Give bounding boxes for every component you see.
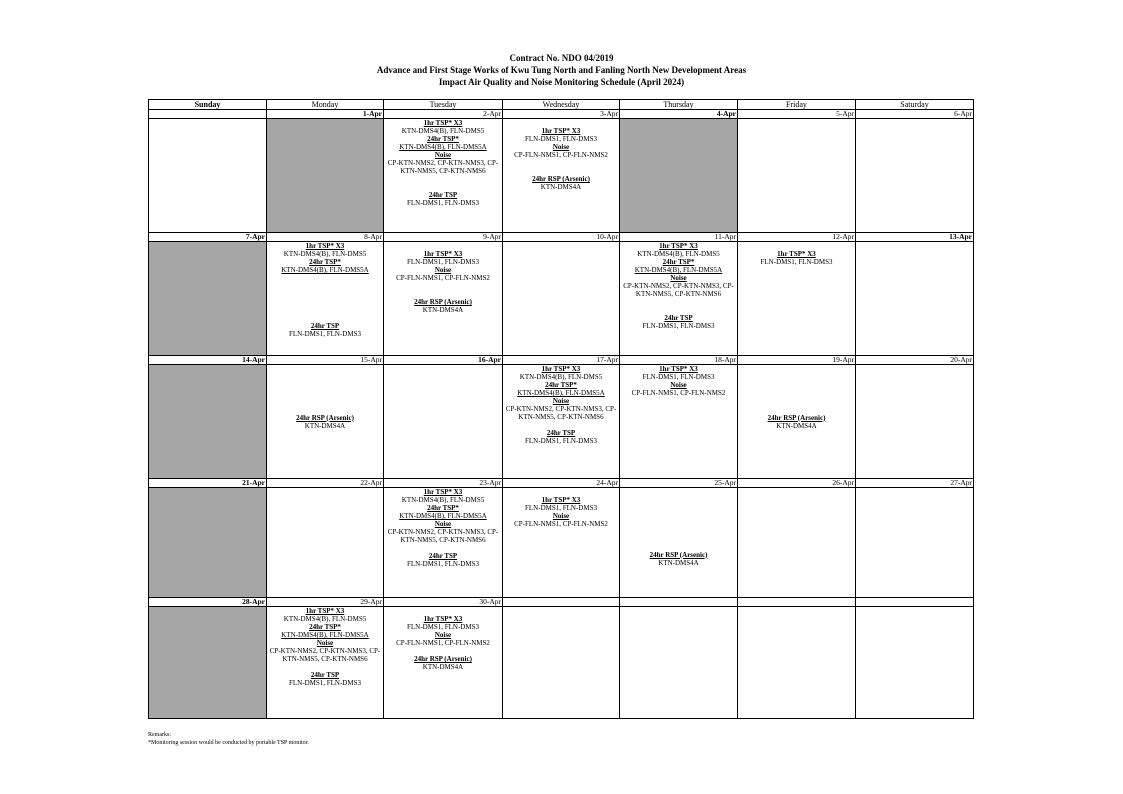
day-cell [384,488,503,598]
date-cell: 9-Apr [384,233,503,242]
entry-stations: KTN-DMS4(B), FLN-DMS5 [283,615,367,623]
date-cell: 29-Apr [267,598,384,607]
date-cell: 4-Apr [620,110,738,119]
day-cell [149,119,267,233]
document-header [0,52,1123,88]
week-5-date-row [149,598,974,607]
day-cell [856,607,974,719]
entry-heading: Noise [316,639,334,647]
entry-heading: 1hr TSP* X3 [423,250,463,258]
entry-heading: 1hr TSP* X3 [305,607,345,615]
date-cell: 23-Apr [384,479,503,488]
entry-stations: FLN-DMS1, FLN-DMS3 [407,199,479,207]
entry-stations: FLN-DMS1, FLN-DMS3 [525,135,597,143]
entry-heading: 24hr TSP* [309,258,341,266]
entry-heading: Noise [552,397,570,405]
day-cell-holiday [620,119,738,233]
date-cell: 16-Apr [384,356,503,365]
entry-stations: KTN-DMS4A [776,421,817,430]
entry-heading: Noise [434,631,452,639]
week-3-date-row [149,356,974,365]
entry-stations: FLN-DMS1, FLN-DMS3 [289,679,361,687]
date-cell: 24-Apr [503,479,620,488]
week-4-content-row [149,488,974,598]
entry-stations: KTN-DMS4A [540,183,582,191]
entry-heading: 24hr TSP* [545,381,577,389]
entry-heading: 24hr RSP (Arsenic) [649,550,708,559]
day-header-friday: Friday [738,100,856,110]
day-cell-holiday [267,119,384,233]
entry-stations: CP-FLN-NMS1, CP-FLN-NMS2 [514,520,608,528]
contract-number: Contract No. NDO 04/2019 [509,53,614,63]
entry-heading: 1hr TSP* X3 [659,242,698,250]
entry-heading: 24hr TSP* [427,135,459,143]
date-cell: 6-Apr [856,110,974,119]
entry-stations: CP-FLN-NMS1, CP-FLN-NMS2 [396,274,490,282]
date-cell: 8-Apr [267,233,384,242]
day-cell-holiday [149,607,267,719]
day-cell [503,365,620,479]
entry-stations: KTN-DMS4(B), FLN-DMS5 [637,250,720,258]
week-2-date-row [149,233,974,242]
entry-heading: Noise [434,266,452,274]
day-cell [384,119,503,233]
remarks-note: *Monitoring session would be conducted by portable TSP monitor. [148,740,309,746]
day-cell [503,488,620,598]
day-cell [856,488,974,598]
date-cell: 22-Apr [267,479,384,488]
entry-heading: 1hr TSP* X3 [423,488,463,496]
day-cell [267,488,384,598]
entry-stations: KTN-DMS4A [422,306,464,314]
day-cell [503,607,620,719]
day-cell [738,365,856,479]
week-4-date-row [149,479,974,488]
day-header-sunday: Sunday [149,100,267,110]
day-cell [856,242,974,356]
date-cell: 18-Apr [620,356,738,365]
day-cell-holiday [149,365,267,479]
entry-stations: FLN-DMS1, FLN-DMS3 [760,258,833,266]
date-cell: 2-Apr [384,110,503,119]
entry-stations: FLN-DMS1, FLN-DMS3 [407,560,479,568]
date-cell: 17-Apr [503,356,620,365]
date-cell [738,598,856,607]
entry-heading: 1hr TSP* X3 [659,365,698,373]
day-header-row [149,100,974,110]
entry-stations: FLN-DMS1, FLN-DMS3 [642,322,715,330]
entry-stations: FLN-DMS1, FLN-DMS3 [407,623,479,631]
date-cell: 21-Apr [149,479,267,488]
date-cell: 28-Apr [149,598,267,607]
date-cell: 15-Apr [267,356,384,365]
day-cell [738,488,856,598]
week-2-content-row [149,242,974,356]
entry-heading: 24hr RSP (Arsenic) [296,413,354,422]
day-cell [503,119,620,233]
entry-heading: Noise [434,520,452,528]
entry-heading: 1hr TSP* X3 [541,496,581,504]
entry-stations: FLN-DMS1, FLN-DMS3 [407,258,479,266]
entry-stations: FLN-DMS1, FLN-DMS3 [289,330,361,338]
day-header-thursday: Thursday [620,100,738,110]
entry-heading: Noise [552,143,570,151]
day-header-saturday: Saturday [856,100,974,110]
entry-stations: KTN-DMS4A [422,663,464,671]
entry-heading: 24hr TSP* [427,504,459,512]
entry-stations: KTN-DMS4(B), FLN-DMS5 [519,373,603,381]
entry-heading: 24hr TSP* [662,258,695,266]
day-cell [384,607,503,719]
day-cell [267,242,384,356]
entry-stations: FLN-DMS1, FLN-DMS3 [642,373,715,381]
entry-stations: KTN-DMS4(B), FLN-DMS5 [401,496,485,504]
entry-stations: CP-FLN-NMS1, CP-FLN-NMS2 [631,389,726,397]
date-cell: 3-Apr [503,110,620,119]
entry-heading: Noise [670,381,687,389]
entry-heading: 1hr TSP* X3 [423,615,463,623]
entry-stations: KTN-DMS4(B), FLN-DMS5 [401,127,485,135]
day-cell [267,365,384,479]
date-cell [856,598,974,607]
date-cell: 1-Apr [267,110,384,119]
entry-heading: 24hr RSP (Arsenic) [767,413,826,422]
date-cell: 19-Apr [738,356,856,365]
entry-heading: 1hr TSP* X3 [541,127,581,135]
day-cell [738,607,856,719]
entry-heading: 24hr RSP (Arsenic) [414,655,472,663]
entry-heading: Noise [552,512,570,520]
date-cell: 30-Apr [384,598,503,607]
day-cell-holiday [149,488,267,598]
week-1-date-row [149,110,974,119]
entry-stations: KTN-DMS4(B), FLN-DMS5A [517,389,605,397]
monitoring-calendar [148,99,974,719]
entry-heading: 24hr TSP [546,429,576,437]
day-cell [384,242,503,356]
entry-stations: KTN-DMS4(B), FLN-DMS5A [281,266,369,274]
entry-stations: CP-FLN-NMS1, CP-FLN-NMS2 [396,639,490,647]
date-cell: 25-Apr [620,479,738,488]
date-cell [503,598,620,607]
entry-stations: CP-KTN-NMS2, CP-KTN-NMS3, CP-KTN-NMS5, CP-KTN-NMS6 [505,405,617,421]
entry-heading: 24hr TSP [310,322,340,330]
project-title: Advance and First Stage Works of Kwu Tung North and Fanling North New Development Areas [376,65,747,75]
entry-heading: 24hr RSP (Arsenic) [414,298,472,306]
week-5-content-row [149,607,974,719]
entry-heading: 1hr TSP* X3 [541,365,581,373]
entry-stations: KTN-DMS4A [304,421,346,430]
date-cell: 14-Apr [149,356,267,365]
week-3-content-row [149,365,974,479]
date-cell: 7-Apr [149,233,267,242]
week-1-content-row [149,119,974,233]
day-cell [267,607,384,719]
entry-stations: KTN-DMS4(B), FLN-DMS5A [399,143,487,151]
remarks-title: Remarks: [148,732,171,738]
date-cell: 12-Apr [738,233,856,242]
day-cell-holiday [149,242,267,356]
entry-stations: KTN-DMS4(B), FLN-DMS5A [281,631,369,639]
entry-heading: 1hr TSP* X3 [777,250,816,258]
entry-stations: CP-KTN-NMS2, CP-KTN-NMS3, CP-KTN-NMS5, CP-KTN-NMS6 [387,528,499,544]
date-cell: 13-Apr [856,233,974,242]
day-header-tuesday: Tuesday [384,100,503,110]
entry-stations: CP-KTN-NMS2, CP-KTN-NMS3, CP-KTN-NMS5, CP-KTN-NMS6 [623,282,734,298]
day-cell [738,242,856,356]
schedule-title: Impact Air Quality and Noise Monitoring Schedule (April 2024) [438,77,685,87]
day-cell [503,242,620,356]
entry-stations: FLN-DMS1, FLN-DMS3 [525,437,597,445]
day-cell [620,607,738,719]
day-cell [620,365,738,479]
date-cell: 27-Apr [856,479,974,488]
entry-stations: KTN-DMS4(B), FLN-DMS5A [399,512,487,520]
date-cell: 10-Apr [503,233,620,242]
entry-heading: 24hr TSP [428,552,458,560]
entry-stations: CP-KTN-NMS2, CP-KTN-NMS3, CP-KTN-NMS5, CP-KTN-NMS6 [269,647,381,663]
entry-heading: 24hr TSP [310,671,340,679]
entry-heading: Noise [434,151,452,159]
remarks [148,731,309,747]
day-header-monday: Monday [267,100,384,110]
entry-stations: KTN-DMS4A [658,558,699,567]
day-cell [856,365,974,479]
entry-stations: KTN-DMS4(B), FLN-DMS5 [283,250,367,258]
entry-heading: 24hr TSP [428,191,458,199]
entry-stations: CP-KTN-NMS2, CP-KTN-NMS3, CP-KTN-NMS5, CP-KTN-NMS6 [387,159,499,175]
day-cell [620,242,738,356]
entry-heading: 24hr TSP [664,314,693,322]
date-cell [620,598,738,607]
date-cell: 11-Apr [620,233,738,242]
date-cell: 5-Apr [738,110,856,119]
day-header-wednesday: Wednesday [503,100,620,110]
day-cell [620,488,738,598]
entry-stations: CP-FLN-NMS1, CP-FLN-NMS2 [514,151,608,159]
day-cell [856,119,974,233]
date-cell: 26-Apr [738,479,856,488]
date-cell: 20-Apr [856,356,974,365]
entry-stations: KTN-DMS4(B), FLN-DMS5A [634,266,723,274]
entry-heading: 24hr TSP* [309,623,341,631]
entry-stations: FLN-DMS1, FLN-DMS3 [525,504,597,512]
entry-heading: 1hr TSP* X3 [305,242,345,250]
entry-heading: Noise [670,274,687,282]
day-cell [384,365,503,479]
date-cell [149,110,267,119]
entry-heading: 1hr TSP* X3 [423,119,463,127]
entry-heading: 24hr RSP (Arsenic) [532,175,590,183]
day-cell [738,119,856,233]
